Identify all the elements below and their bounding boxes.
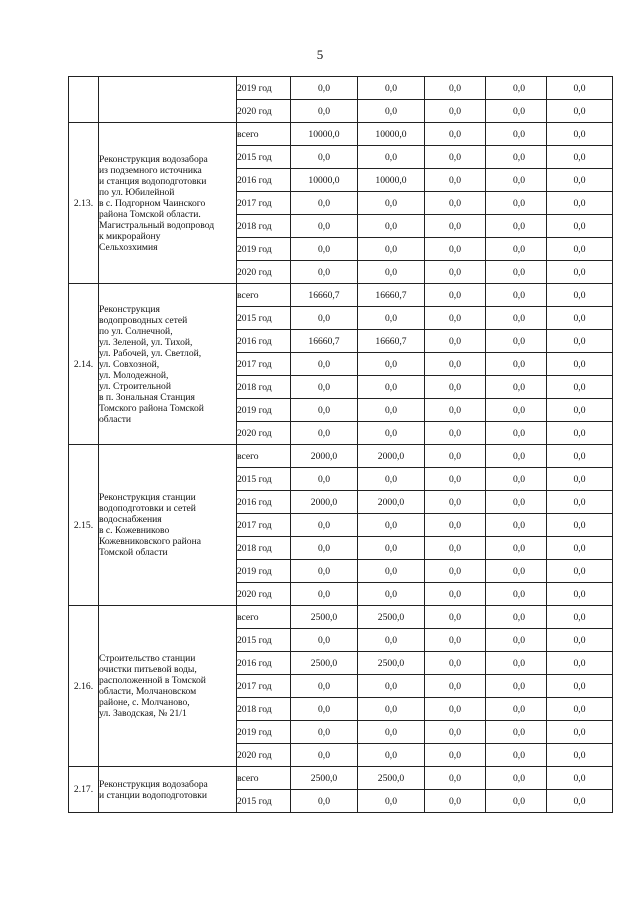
value-cell: 0,0 bbox=[547, 652, 613, 675]
value-cell: 0,0 bbox=[358, 675, 425, 698]
value-cell: 0,0 bbox=[291, 238, 358, 261]
value-cell: 2500,0 bbox=[358, 767, 425, 790]
value-cell: 0,0 bbox=[358, 537, 425, 560]
value-cell: 0,0 bbox=[486, 353, 547, 376]
value-cell: 0,0 bbox=[291, 560, 358, 583]
value-cell: 0,0 bbox=[358, 399, 425, 422]
value-cell: 0,0 bbox=[425, 537, 486, 560]
value-cell: 0,0 bbox=[291, 675, 358, 698]
value-cell: 0,0 bbox=[358, 77, 425, 100]
value-cell: 0,0 bbox=[486, 261, 547, 284]
value-cell: 0,0 bbox=[425, 330, 486, 353]
value-cell: 0,0 bbox=[291, 790, 358, 813]
value-cell: 0,0 bbox=[358, 583, 425, 606]
value-cell: 0,0 bbox=[486, 192, 547, 215]
value-cell: 0,0 bbox=[291, 468, 358, 491]
value-cell: 0,0 bbox=[486, 468, 547, 491]
year-cell: 2016 год bbox=[237, 169, 291, 192]
value-cell: 0,0 bbox=[486, 330, 547, 353]
year-cell: 2020 год bbox=[237, 261, 291, 284]
value-cell: 0,0 bbox=[486, 376, 547, 399]
value-cell: 0,0 bbox=[486, 583, 547, 606]
value-cell: 0,0 bbox=[291, 583, 358, 606]
item-name-cell bbox=[99, 77, 237, 123]
table-row bbox=[69, 606, 613, 629]
item-name-cell: Реконструкция водозабора и станции водоподготовки bbox=[99, 767, 237, 813]
value-cell: 2500,0 bbox=[358, 652, 425, 675]
value-cell: 0,0 bbox=[547, 445, 613, 468]
value-cell: 16660,7 bbox=[358, 330, 425, 353]
year-cell: 2019 год bbox=[237, 721, 291, 744]
value-cell: 2500,0 bbox=[291, 767, 358, 790]
item-number-cell: 2.14. bbox=[69, 284, 99, 445]
value-cell: 0,0 bbox=[358, 560, 425, 583]
value-cell: 0,0 bbox=[486, 698, 547, 721]
value-cell: 0,0 bbox=[547, 560, 613, 583]
year-cell: всего bbox=[237, 123, 291, 146]
value-cell: 0,0 bbox=[425, 123, 486, 146]
value-cell: 10000,0 bbox=[291, 169, 358, 192]
year-cell: всего bbox=[237, 445, 291, 468]
value-cell: 0,0 bbox=[425, 721, 486, 744]
value-cell: 0,0 bbox=[358, 468, 425, 491]
year-cell: 2015 год bbox=[237, 629, 291, 652]
year-cell: 2019 год bbox=[237, 560, 291, 583]
table-body bbox=[69, 77, 613, 813]
value-cell: 0,0 bbox=[425, 399, 486, 422]
year-cell: 2016 год bbox=[237, 652, 291, 675]
value-cell: 0,0 bbox=[425, 606, 486, 629]
value-cell: 2000,0 bbox=[291, 445, 358, 468]
value-cell: 0,0 bbox=[486, 77, 547, 100]
value-cell: 0,0 bbox=[547, 238, 613, 261]
value-cell: 0,0 bbox=[425, 307, 486, 330]
value-cell: 0,0 bbox=[425, 169, 486, 192]
value-cell: 0,0 bbox=[358, 514, 425, 537]
value-cell: 0,0 bbox=[486, 399, 547, 422]
value-cell: 0,0 bbox=[486, 790, 547, 813]
year-cell: всего bbox=[237, 606, 291, 629]
value-cell: 0,0 bbox=[486, 491, 547, 514]
value-cell: 0,0 bbox=[291, 629, 358, 652]
value-cell: 0,0 bbox=[425, 100, 486, 123]
value-cell: 0,0 bbox=[547, 284, 613, 307]
year-cell: 2020 год bbox=[237, 100, 291, 123]
value-cell: 10000,0 bbox=[358, 169, 425, 192]
value-cell: 10000,0 bbox=[358, 123, 425, 146]
value-cell: 0,0 bbox=[486, 169, 547, 192]
value-cell: 0,0 bbox=[486, 629, 547, 652]
table-row bbox=[69, 77, 613, 100]
value-cell: 0,0 bbox=[547, 606, 613, 629]
value-cell: 0,0 bbox=[486, 307, 547, 330]
value-cell: 0,0 bbox=[486, 767, 547, 790]
value-cell: 0,0 bbox=[486, 215, 547, 238]
value-cell: 2500,0 bbox=[291, 652, 358, 675]
value-cell: 0,0 bbox=[291, 215, 358, 238]
value-cell: 0,0 bbox=[486, 721, 547, 744]
value-cell: 0,0 bbox=[547, 192, 613, 215]
table-row bbox=[69, 284, 613, 307]
value-cell: 0,0 bbox=[425, 583, 486, 606]
value-cell: 0,0 bbox=[547, 698, 613, 721]
value-cell: 0,0 bbox=[486, 284, 547, 307]
value-cell: 0,0 bbox=[547, 514, 613, 537]
value-cell: 0,0 bbox=[547, 169, 613, 192]
value-cell: 0,0 bbox=[486, 146, 547, 169]
value-cell: 0,0 bbox=[425, 422, 486, 445]
value-cell: 0,0 bbox=[425, 491, 486, 514]
table-row bbox=[69, 445, 613, 468]
value-cell: 0,0 bbox=[425, 284, 486, 307]
value-cell: 0,0 bbox=[486, 675, 547, 698]
value-cell: 0,0 bbox=[547, 77, 613, 100]
value-cell: 0,0 bbox=[291, 100, 358, 123]
value-cell: 0,0 bbox=[291, 192, 358, 215]
item-number-cell: 2.15. bbox=[69, 445, 99, 606]
year-cell: 2018 год bbox=[237, 376, 291, 399]
value-cell: 0,0 bbox=[291, 146, 358, 169]
value-cell: 0,0 bbox=[425, 767, 486, 790]
value-cell: 0,0 bbox=[547, 583, 613, 606]
value-cell: 0,0 bbox=[486, 100, 547, 123]
year-cell: 2017 год bbox=[237, 514, 291, 537]
value-cell: 0,0 bbox=[425, 560, 486, 583]
year-cell: 2015 год bbox=[237, 307, 291, 330]
value-cell: 2000,0 bbox=[358, 491, 425, 514]
table-row bbox=[69, 123, 613, 146]
value-cell: 0,0 bbox=[291, 307, 358, 330]
value-cell: 0,0 bbox=[425, 192, 486, 215]
value-cell: 0,0 bbox=[425, 261, 486, 284]
value-cell: 0,0 bbox=[486, 238, 547, 261]
year-cell: 2017 год bbox=[237, 353, 291, 376]
year-cell: 2020 год bbox=[237, 422, 291, 445]
value-cell: 0,0 bbox=[425, 744, 486, 767]
value-cell: 0,0 bbox=[486, 422, 547, 445]
value-cell: 0,0 bbox=[425, 675, 486, 698]
value-cell: 0,0 bbox=[547, 353, 613, 376]
value-cell: 0,0 bbox=[547, 422, 613, 445]
value-cell: 0,0 bbox=[358, 422, 425, 445]
value-cell: 0,0 bbox=[547, 399, 613, 422]
value-cell: 0,0 bbox=[425, 215, 486, 238]
value-cell: 0,0 bbox=[358, 307, 425, 330]
value-cell: 0,0 bbox=[425, 468, 486, 491]
year-cell: 2015 год bbox=[237, 790, 291, 813]
year-cell: 2015 год bbox=[237, 468, 291, 491]
year-cell: 2016 год bbox=[237, 330, 291, 353]
value-cell: 0,0 bbox=[547, 376, 613, 399]
value-cell: 0,0 bbox=[291, 77, 358, 100]
table-row bbox=[69, 767, 613, 790]
value-cell: 0,0 bbox=[358, 146, 425, 169]
year-cell: 2019 год bbox=[237, 399, 291, 422]
year-cell: 2020 год bbox=[237, 744, 291, 767]
value-cell: 0,0 bbox=[358, 261, 425, 284]
value-cell: 0,0 bbox=[291, 721, 358, 744]
value-cell: 16660,7 bbox=[291, 284, 358, 307]
year-cell: 2016 год bbox=[237, 491, 291, 514]
value-cell: 0,0 bbox=[358, 744, 425, 767]
value-cell: 0,0 bbox=[291, 537, 358, 560]
year-cell: 2019 год bbox=[237, 238, 291, 261]
value-cell: 0,0 bbox=[358, 192, 425, 215]
item-number-cell: 2.13. bbox=[69, 123, 99, 284]
value-cell: 2500,0 bbox=[358, 606, 425, 629]
value-cell: 0,0 bbox=[486, 445, 547, 468]
value-cell: 0,0 bbox=[425, 146, 486, 169]
value-cell: 0,0 bbox=[547, 215, 613, 238]
value-cell: 0,0 bbox=[291, 261, 358, 284]
value-cell: 0,0 bbox=[358, 215, 425, 238]
value-cell: 0,0 bbox=[547, 491, 613, 514]
value-cell: 0,0 bbox=[547, 100, 613, 123]
value-cell: 16660,7 bbox=[291, 330, 358, 353]
value-cell: 0,0 bbox=[547, 675, 613, 698]
year-cell: 2018 год bbox=[237, 698, 291, 721]
year-cell: 2017 год bbox=[237, 192, 291, 215]
value-cell: 0,0 bbox=[358, 100, 425, 123]
value-cell: 0,0 bbox=[486, 123, 547, 146]
page-number: 5 bbox=[316, 47, 324, 62]
value-cell: 0,0 bbox=[425, 445, 486, 468]
value-cell: 0,0 bbox=[547, 307, 613, 330]
item-number-cell: 2.17. bbox=[69, 767, 99, 813]
value-cell: 0,0 bbox=[547, 123, 613, 146]
value-cell: 0,0 bbox=[425, 238, 486, 261]
value-cell: 0,0 bbox=[547, 537, 613, 560]
value-cell: 0,0 bbox=[291, 514, 358, 537]
value-cell: 0,0 bbox=[358, 721, 425, 744]
value-cell: 0,0 bbox=[425, 652, 486, 675]
year-cell: 2018 год bbox=[237, 537, 291, 560]
value-cell: 0,0 bbox=[486, 514, 547, 537]
value-cell: 0,0 bbox=[486, 537, 547, 560]
value-cell: 0,0 bbox=[358, 376, 425, 399]
value-cell: 10000,0 bbox=[291, 123, 358, 146]
value-cell: 0,0 bbox=[358, 698, 425, 721]
value-cell: 0,0 bbox=[425, 376, 486, 399]
value-cell: 0,0 bbox=[425, 514, 486, 537]
item-name-cell: Строительство станции очистки питьевой воды, расположенной в Томской области, Молчановском районе, с. Молчаново, ул. Заводская, № 21/1 bbox=[99, 606, 237, 767]
year-cell: 2015 год bbox=[237, 146, 291, 169]
value-cell: 0,0 bbox=[486, 560, 547, 583]
value-cell: 0,0 bbox=[486, 652, 547, 675]
value-cell: 2000,0 bbox=[358, 445, 425, 468]
value-cell: 2000,0 bbox=[291, 491, 358, 514]
item-name-cell: Реконструкция водопроводных сетей по ул. Солнечной, ул. Зеленой, ул. Тихой, ул. Рабочей, ул. Светлой, ул. Совхозной, ул. Молодежной, ул. Строительной в п. Зональная Станция Томского района Томской области bbox=[99, 284, 237, 445]
value-cell: 0,0 bbox=[547, 146, 613, 169]
value-cell: 0,0 bbox=[358, 238, 425, 261]
value-cell: 0,0 bbox=[291, 698, 358, 721]
value-cell: 0,0 bbox=[425, 790, 486, 813]
year-cell: всего bbox=[237, 767, 291, 790]
value-cell: 0,0 bbox=[291, 422, 358, 445]
value-cell: 0,0 bbox=[291, 399, 358, 422]
budget-table bbox=[68, 76, 613, 813]
item-name-cell: Реконструкция водозабора из подземного источника и станция водоподготовки по ул. Юбилейной в с. Подгорном Чаинского района Томской области. Магистральный водопровод к микрорайону Сельхозхимия bbox=[99, 123, 237, 284]
value-cell: 0,0 bbox=[547, 767, 613, 790]
value-cell: 0,0 bbox=[425, 353, 486, 376]
value-cell: 0,0 bbox=[358, 790, 425, 813]
value-cell: 0,0 bbox=[547, 790, 613, 813]
item-name-cell: Реконструкция станции водоподготовки и сетей водоснабжения в с. Кожевниково Кожевниковского района Томской области bbox=[99, 445, 237, 606]
value-cell: 0,0 bbox=[486, 606, 547, 629]
value-cell: 0,0 bbox=[358, 353, 425, 376]
value-cell: 0,0 bbox=[486, 744, 547, 767]
item-number-cell: 2.16. bbox=[69, 606, 99, 767]
year-cell: 2018 год bbox=[237, 215, 291, 238]
value-cell: 0,0 bbox=[547, 468, 613, 491]
value-cell: 0,0 bbox=[291, 376, 358, 399]
value-cell: 0,0 bbox=[425, 698, 486, 721]
year-cell: всего bbox=[237, 284, 291, 307]
item-number-cell bbox=[69, 77, 99, 123]
value-cell: 0,0 bbox=[547, 330, 613, 353]
value-cell: 0,0 bbox=[291, 353, 358, 376]
value-cell: 2500,0 bbox=[291, 606, 358, 629]
value-cell: 0,0 bbox=[547, 721, 613, 744]
value-cell: 16660,7 bbox=[358, 284, 425, 307]
value-cell: 0,0 bbox=[425, 629, 486, 652]
value-cell: 0,0 bbox=[425, 77, 486, 100]
year-cell: 2020 год bbox=[237, 583, 291, 606]
value-cell: 0,0 bbox=[358, 629, 425, 652]
year-cell: 2019 год bbox=[237, 77, 291, 100]
value-cell: 0,0 bbox=[547, 744, 613, 767]
value-cell: 0,0 bbox=[547, 629, 613, 652]
year-cell: 2017 год bbox=[237, 675, 291, 698]
value-cell: 0,0 bbox=[547, 261, 613, 284]
value-cell: 0,0 bbox=[291, 744, 358, 767]
